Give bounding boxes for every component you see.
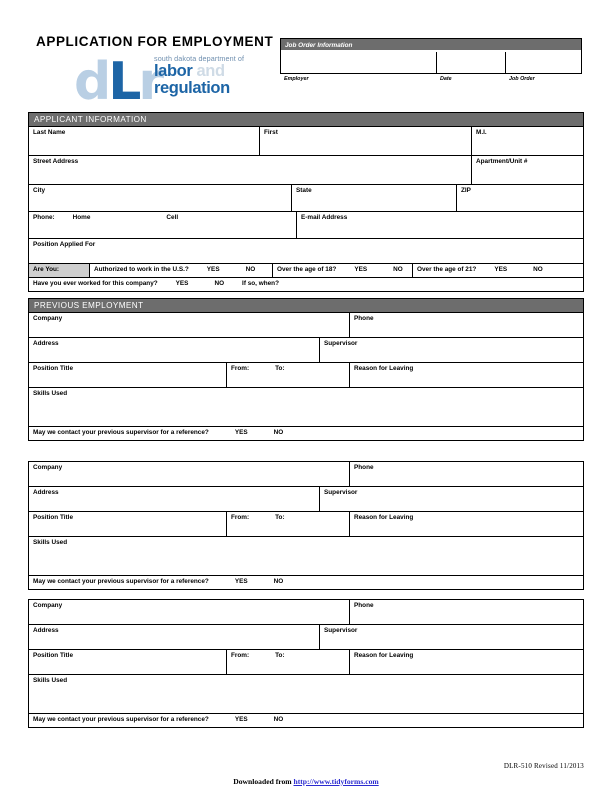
may-contact-label: May we contact your previous supervisor for a reference? [33, 578, 209, 585]
worked-before-row [28, 277, 584, 292]
position-dates-reason-row [28, 511, 584, 536]
may-contact-no-option[interactable]: NO [273, 716, 284, 723]
are-you-label: Are You: [29, 264, 89, 277]
company-phone-row [28, 599, 584, 624]
position-dates-reason-row [28, 362, 584, 387]
logo-word-labor: labor [154, 62, 193, 80]
employer-address-field[interactable]: Address [33, 489, 59, 496]
tidyforms-link[interactable]: http://www.tidyforms.com [293, 777, 379, 786]
job-order-header: Job Order Information [281, 39, 581, 50]
company-phone-field[interactable]: Phone [349, 600, 583, 624]
employment-dates-field[interactable] [226, 363, 349, 387]
authorized-no-option[interactable]: NO [245, 266, 256, 273]
phone-cell-label: Cell [166, 214, 179, 221]
may-contact-no-option[interactable]: NO [273, 429, 284, 436]
city-state-zip-row [28, 184, 584, 211]
may-contact-row [28, 575, 584, 590]
job-order-labels [280, 76, 582, 86]
may-contact-yes-option[interactable]: YES [234, 716, 248, 723]
job-order-employer-label: Employer [284, 76, 309, 82]
company-field[interactable]: Company [33, 464, 63, 471]
from-label: From: [231, 365, 250, 372]
authorized-to-work-field[interactable] [89, 264, 272, 277]
skills-used-row [28, 674, 584, 713]
email-field[interactable]: E-mail Address [296, 212, 583, 238]
agency-logo [74, 54, 244, 110]
over-18-label: Over the age of 18? [277, 266, 337, 273]
skills-used-field[interactable]: Skills Used [33, 390, 68, 397]
authorized-to-work-label: Authorized to work in the U.S.? [94, 266, 189, 273]
last-name-field[interactable]: Last Name [33, 129, 66, 136]
company-phone-row [28, 312, 584, 337]
over-18-field[interactable] [272, 264, 412, 277]
phone-email-row [28, 211, 584, 238]
employment-dates-field[interactable] [226, 512, 349, 536]
phone-field[interactable] [29, 212, 296, 238]
applicant-information-band: APPLICANT INFORMATION [28, 112, 584, 126]
logo-letter-d: d [74, 52, 109, 112]
logo-letter-r: r [138, 52, 162, 112]
from-label: From: [231, 514, 250, 521]
may-contact-supervisor-field[interactable] [29, 714, 583, 727]
eligibility-row [28, 263, 584, 277]
position-applied-row [28, 238, 584, 263]
employment-block [28, 312, 584, 441]
skills-used-row [28, 387, 584, 426]
skills-used-row [28, 536, 584, 575]
company-field[interactable]: Company [33, 602, 63, 609]
employment-block [28, 461, 584, 590]
company-phone-field[interactable]: Phone [349, 462, 583, 486]
address-supervisor-row [28, 337, 584, 362]
middle-initial-field[interactable]: M.I. [471, 127, 583, 155]
street-address-field[interactable]: Street Address [33, 158, 79, 165]
address-supervisor-row [28, 486, 584, 511]
may-contact-row [28, 713, 584, 728]
logo-wordmark [74, 52, 162, 112]
address-supervisor-row [28, 624, 584, 649]
phone-home-label: Home [72, 214, 91, 221]
may-contact-label: May we contact your previous supervisor for a reference? [33, 429, 209, 436]
street-address-row [28, 155, 584, 184]
apartment-unit-field[interactable]: Apartment/Unit # [471, 156, 583, 184]
employment-dates-field[interactable] [226, 650, 349, 674]
page-title: APPLICATION FOR EMPLOYMENT [36, 34, 274, 49]
worked-before-field[interactable] [29, 278, 583, 291]
to-label: To: [275, 365, 285, 372]
position-title-field[interactable]: Position Title [33, 514, 74, 521]
logo-department-line: south dakota department of [154, 54, 245, 63]
job-order-employer-field[interactable] [281, 52, 437, 73]
zip-field[interactable]: ZIP [456, 185, 583, 211]
first-name-field[interactable]: First [259, 127, 471, 155]
state-field[interactable]: State [291, 185, 456, 211]
worked-before-label: Have you ever worked for this company? [33, 280, 158, 287]
to-label: To: [275, 514, 285, 521]
over-21-field[interactable] [412, 264, 583, 277]
job-order-date-label: Date [440, 76, 452, 82]
previous-employment-section [28, 298, 584, 441]
city-field[interactable]: City [33, 187, 46, 194]
job-order-date-field[interactable] [437, 52, 506, 73]
company-phone-field[interactable]: Phone [349, 313, 583, 337]
employment-block [28, 599, 584, 728]
may-contact-no-option[interactable]: NO [273, 578, 284, 585]
worked-before-yes-option[interactable]: YES [175, 280, 189, 287]
over-21-yes-option[interactable]: YES [494, 266, 508, 273]
logo-labor-and-line [154, 63, 246, 80]
employer-address-field[interactable]: Address [33, 627, 59, 634]
over-18-yes-option[interactable]: YES [354, 266, 368, 273]
position-applied-for-field[interactable]: Position Applied For [33, 241, 96, 248]
form-code: DLR-510 Revised 11/2013 [503, 762, 584, 770]
worked-before-when-label: If so, when? [242, 280, 279, 287]
may-contact-yes-option[interactable]: YES [234, 578, 248, 585]
job-order-fields [281, 52, 581, 73]
logo-letter-l: L [108, 52, 139, 112]
position-dates-reason-row [28, 649, 584, 674]
authorized-yes-option[interactable]: YES [206, 266, 220, 273]
skills-used-field[interactable]: Skills Used [33, 677, 68, 684]
from-label: From: [231, 652, 250, 659]
may-contact-row [28, 426, 584, 441]
supervisor-field[interactable]: Supervisor [319, 338, 583, 362]
reason-for-leaving-field[interactable]: Reason for Leaving [349, 650, 583, 674]
company-field[interactable]: Company [33, 315, 63, 322]
may-contact-yes-option[interactable]: YES [234, 429, 248, 436]
form-header [0, 0, 612, 112]
over-18-no-option[interactable]: NO [393, 266, 403, 273]
phone-label: Phone: [33, 214, 55, 221]
previous-employment-band: PREVIOUS EMPLOYMENT [28, 298, 584, 312]
may-contact-label: May we contact your previous supervisor for a reference? [33, 716, 209, 723]
position-title-field[interactable]: Position Title [33, 365, 74, 372]
reason-for-leaving-field[interactable]: Reason for Leaving [349, 512, 583, 536]
downloaded-from-label: Downloaded from [233, 777, 294, 786]
job-order-information-box [280, 38, 582, 74]
may-contact-supervisor-field[interactable] [29, 427, 583, 440]
applicant-information-section [28, 112, 584, 292]
employer-address-field[interactable]: Address [33, 340, 59, 347]
position-title-field[interactable]: Position Title [33, 652, 74, 659]
reason-for-leaving-field[interactable]: Reason for Leaving [349, 363, 583, 387]
may-contact-supervisor-field[interactable] [29, 576, 583, 589]
name-row [28, 126, 584, 155]
worked-before-no-option[interactable]: NO [214, 280, 225, 287]
to-label: To: [275, 652, 285, 659]
downloaded-from-notice [0, 777, 612, 786]
skills-used-field[interactable]: Skills Used [33, 539, 68, 546]
logo-word-and: and [196, 62, 225, 80]
logo-text-block [154, 54, 246, 97]
supervisor-field[interactable]: Supervisor [319, 487, 583, 511]
job-order-number-label: Job Order [509, 76, 535, 82]
over-21-no-option[interactable]: NO [533, 266, 543, 273]
logo-word-regulation: regulation [154, 79, 230, 97]
job-order-number-field[interactable] [506, 52, 581, 73]
over-21-label: Over the age of 21? [417, 266, 477, 273]
supervisor-field[interactable]: Supervisor [319, 625, 583, 649]
company-phone-row [28, 461, 584, 486]
